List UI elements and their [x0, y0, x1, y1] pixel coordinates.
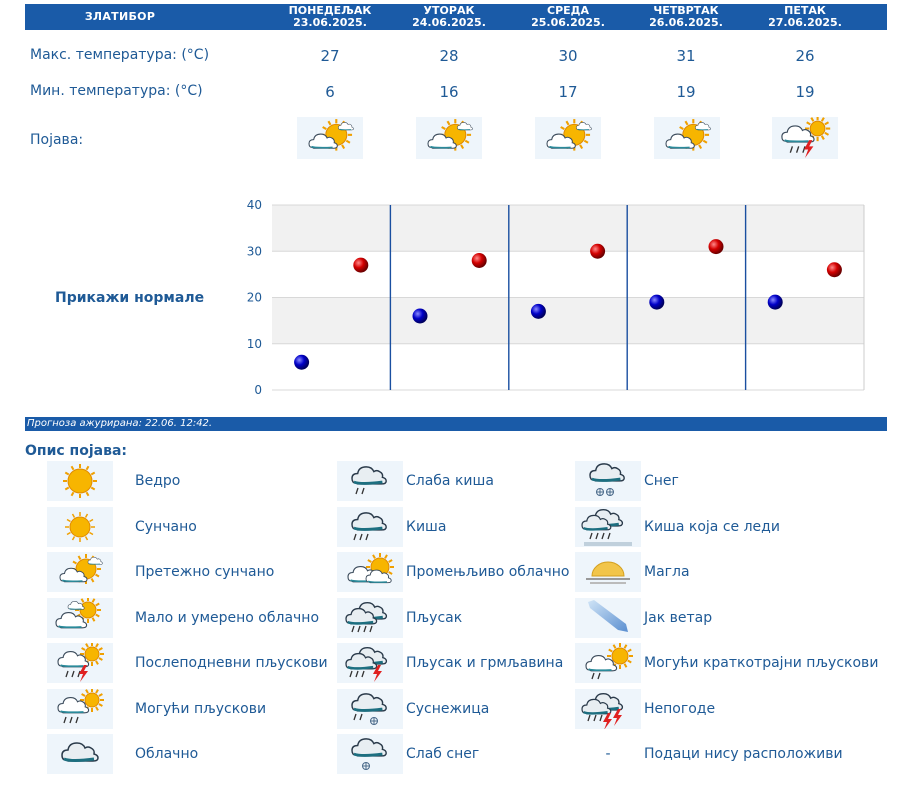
legend-label: Могући пљускови	[135, 700, 267, 717]
legend-title: Опис појава:	[25, 443, 127, 459]
clear-icon	[47, 461, 113, 501]
city-name: ЗЛАТИБОР	[84, 10, 156, 23]
legend-icon-box	[337, 734, 403, 774]
min-temp-day-4: 19	[676, 83, 696, 101]
light-rain-icon	[337, 461, 403, 501]
forecast-updated-bar: Прогноза ажурирана: 22.06. 12:42.	[25, 417, 887, 431]
legend-icon-box	[47, 552, 113, 592]
shower-icon	[337, 598, 403, 638]
storm-icon	[575, 689, 641, 729]
chart-band	[272, 344, 864, 390]
day-date: 27.06.2025.	[768, 16, 842, 29]
min-temp-point	[413, 309, 428, 324]
legend-label: Киша која се леди	[644, 518, 780, 535]
legend-icon-box	[47, 461, 113, 501]
legend-label: Ведро	[135, 473, 181, 489]
min-temp-point	[649, 295, 664, 310]
cloudy-icon	[47, 734, 113, 774]
show-normals-link[interactable]: Прикажи нормале	[55, 290, 205, 306]
forecast-header	[25, 4, 887, 30]
legend-label: Јак ветар	[644, 609, 713, 626]
afternoon-showers-icon	[772, 117, 838, 159]
variable-cloudy-icon	[337, 552, 403, 592]
legend-icon-box	[47, 507, 113, 547]
min-temp-point	[531, 304, 546, 319]
day-4-weather-icon	[654, 117, 720, 159]
max-temp-point	[590, 244, 605, 259]
day-date: 26.06.2025.	[649, 16, 723, 29]
day-2-weather-icon	[416, 117, 482, 159]
day-3-weather-icon	[535, 117, 601, 159]
max-temp-day-3: 30	[558, 47, 578, 65]
mostly-sunny-icon	[654, 117, 720, 159]
legend-label: Сунчано	[135, 518, 197, 535]
max-temp-point	[827, 262, 842, 277]
legend-icon-box	[337, 689, 403, 729]
y-tick-label: 40	[246, 198, 262, 212]
day-1-weather-icon	[297, 117, 363, 159]
day-date: 23.06.2025.	[293, 16, 367, 29]
fog-icon	[575, 552, 641, 592]
legend-icon-box	[47, 598, 113, 638]
min-temp-day-3: 17	[558, 83, 578, 101]
day-name: ПОНЕДЕЉАК	[288, 4, 372, 17]
max-temp-label: Макс. температура: (°C)	[30, 47, 210, 63]
y-tick-label: 10	[246, 336, 262, 351]
min-temp-point	[768, 295, 783, 310]
day-name: УТОРАК	[423, 4, 475, 17]
day-name: ПЕТАК	[784, 4, 826, 17]
legend-label: Могући краткотрајни пљускови	[644, 655, 879, 671]
possible-showers-icon	[47, 689, 113, 729]
legend-icon-box	[575, 598, 641, 638]
day-header-1	[271, 4, 389, 31]
legend-label: Облачно	[135, 746, 199, 762]
day-name: ЧЕТВРТАК	[653, 4, 719, 17]
legend-icon-box	[337, 461, 403, 501]
legend-label: Слаб снег	[406, 746, 480, 762]
thunder-shower-icon	[337, 643, 403, 683]
legend-icon-box	[575, 643, 641, 683]
min-temp-point	[294, 355, 309, 370]
mostly-sunny-icon	[416, 117, 482, 159]
min-temp-label: Мин. температура: (°C)	[30, 83, 203, 99]
min-temp-day-1: 6	[325, 83, 335, 101]
min-temp-day-5: 19	[795, 83, 815, 101]
legend-label: Претежно сунчано	[135, 564, 275, 580]
legend-icon-box	[575, 689, 641, 729]
max-temp-point	[353, 258, 368, 273]
mostly-sunny-icon	[535, 117, 601, 159]
sleet-icon	[337, 689, 403, 729]
legend-label: Непогоде	[644, 700, 716, 717]
max-temp-day-2: 28	[439, 47, 459, 65]
no-data-dash: -	[605, 746, 611, 762]
y-tick-label: 20	[246, 290, 262, 305]
partly-cloudy-icon	[47, 598, 113, 638]
day-header-5	[746, 4, 864, 31]
sunny-icon	[47, 507, 113, 547]
legend-label: Киша	[406, 518, 447, 535]
light-snow-icon	[337, 734, 403, 774]
mostly-sunny-icon	[297, 117, 363, 159]
legend-icon-box	[575, 461, 641, 501]
max-temp-point	[472, 253, 487, 268]
legend-label: Промењљиво облачно	[406, 564, 570, 580]
day-name: СРЕДА	[547, 4, 589, 17]
max-temp-point	[709, 239, 724, 254]
phenomenon-label: Појава:	[30, 132, 84, 148]
legend-label: Подаци нису расположиви	[644, 746, 843, 762]
legend-label: Суснежица	[406, 700, 490, 717]
legend-label: Послеподневни пљускови	[135, 655, 328, 671]
min-temp-day-2: 16	[439, 83, 459, 101]
legend-label: Пљусак	[406, 609, 463, 626]
mostly-sunny-icon	[47, 552, 113, 592]
temperature-chart	[230, 195, 870, 400]
possible-short-showers-icon	[575, 643, 641, 683]
day-date: 25.06.2025.	[531, 16, 605, 29]
legend-icon-box	[337, 598, 403, 638]
legend-icon-box	[337, 552, 403, 592]
legend-label: Пљусак и грмљавина	[406, 655, 564, 671]
day-header-4	[627, 4, 745, 31]
max-temp-day-1: 27	[320, 47, 340, 65]
strong-wind-icon	[575, 598, 641, 638]
legend-icon-box	[337, 643, 403, 683]
chart-band	[272, 205, 864, 251]
legend-label: Магла	[644, 564, 690, 580]
legend-label: Снег	[644, 473, 679, 489]
max-temp-day-5: 26	[795, 47, 815, 65]
legend-icon-box	[47, 643, 113, 683]
legend-label: Слаба киша	[406, 473, 494, 489]
legend-icon-box	[575, 507, 641, 547]
freezing-rain-icon	[575, 507, 641, 547]
legend-icon-box	[47, 734, 113, 774]
y-tick-label: 30	[246, 244, 262, 259]
legend-icon-box	[47, 689, 113, 729]
day-header-3	[509, 4, 627, 31]
day-header-2	[390, 4, 508, 31]
day-5-weather-icon	[772, 117, 838, 159]
legend-icon-box	[575, 552, 641, 592]
y-tick-label: 0	[254, 383, 262, 397]
legend-icon-box	[337, 507, 403, 547]
afternoon-showers-icon	[47, 643, 113, 683]
legend-label: Мало и умерено облачно	[135, 609, 320, 626]
rain-icon	[337, 507, 403, 547]
snow-icon	[575, 461, 641, 501]
max-temp-day-4: 31	[676, 47, 696, 65]
day-date: 24.06.2025.	[412, 16, 486, 29]
